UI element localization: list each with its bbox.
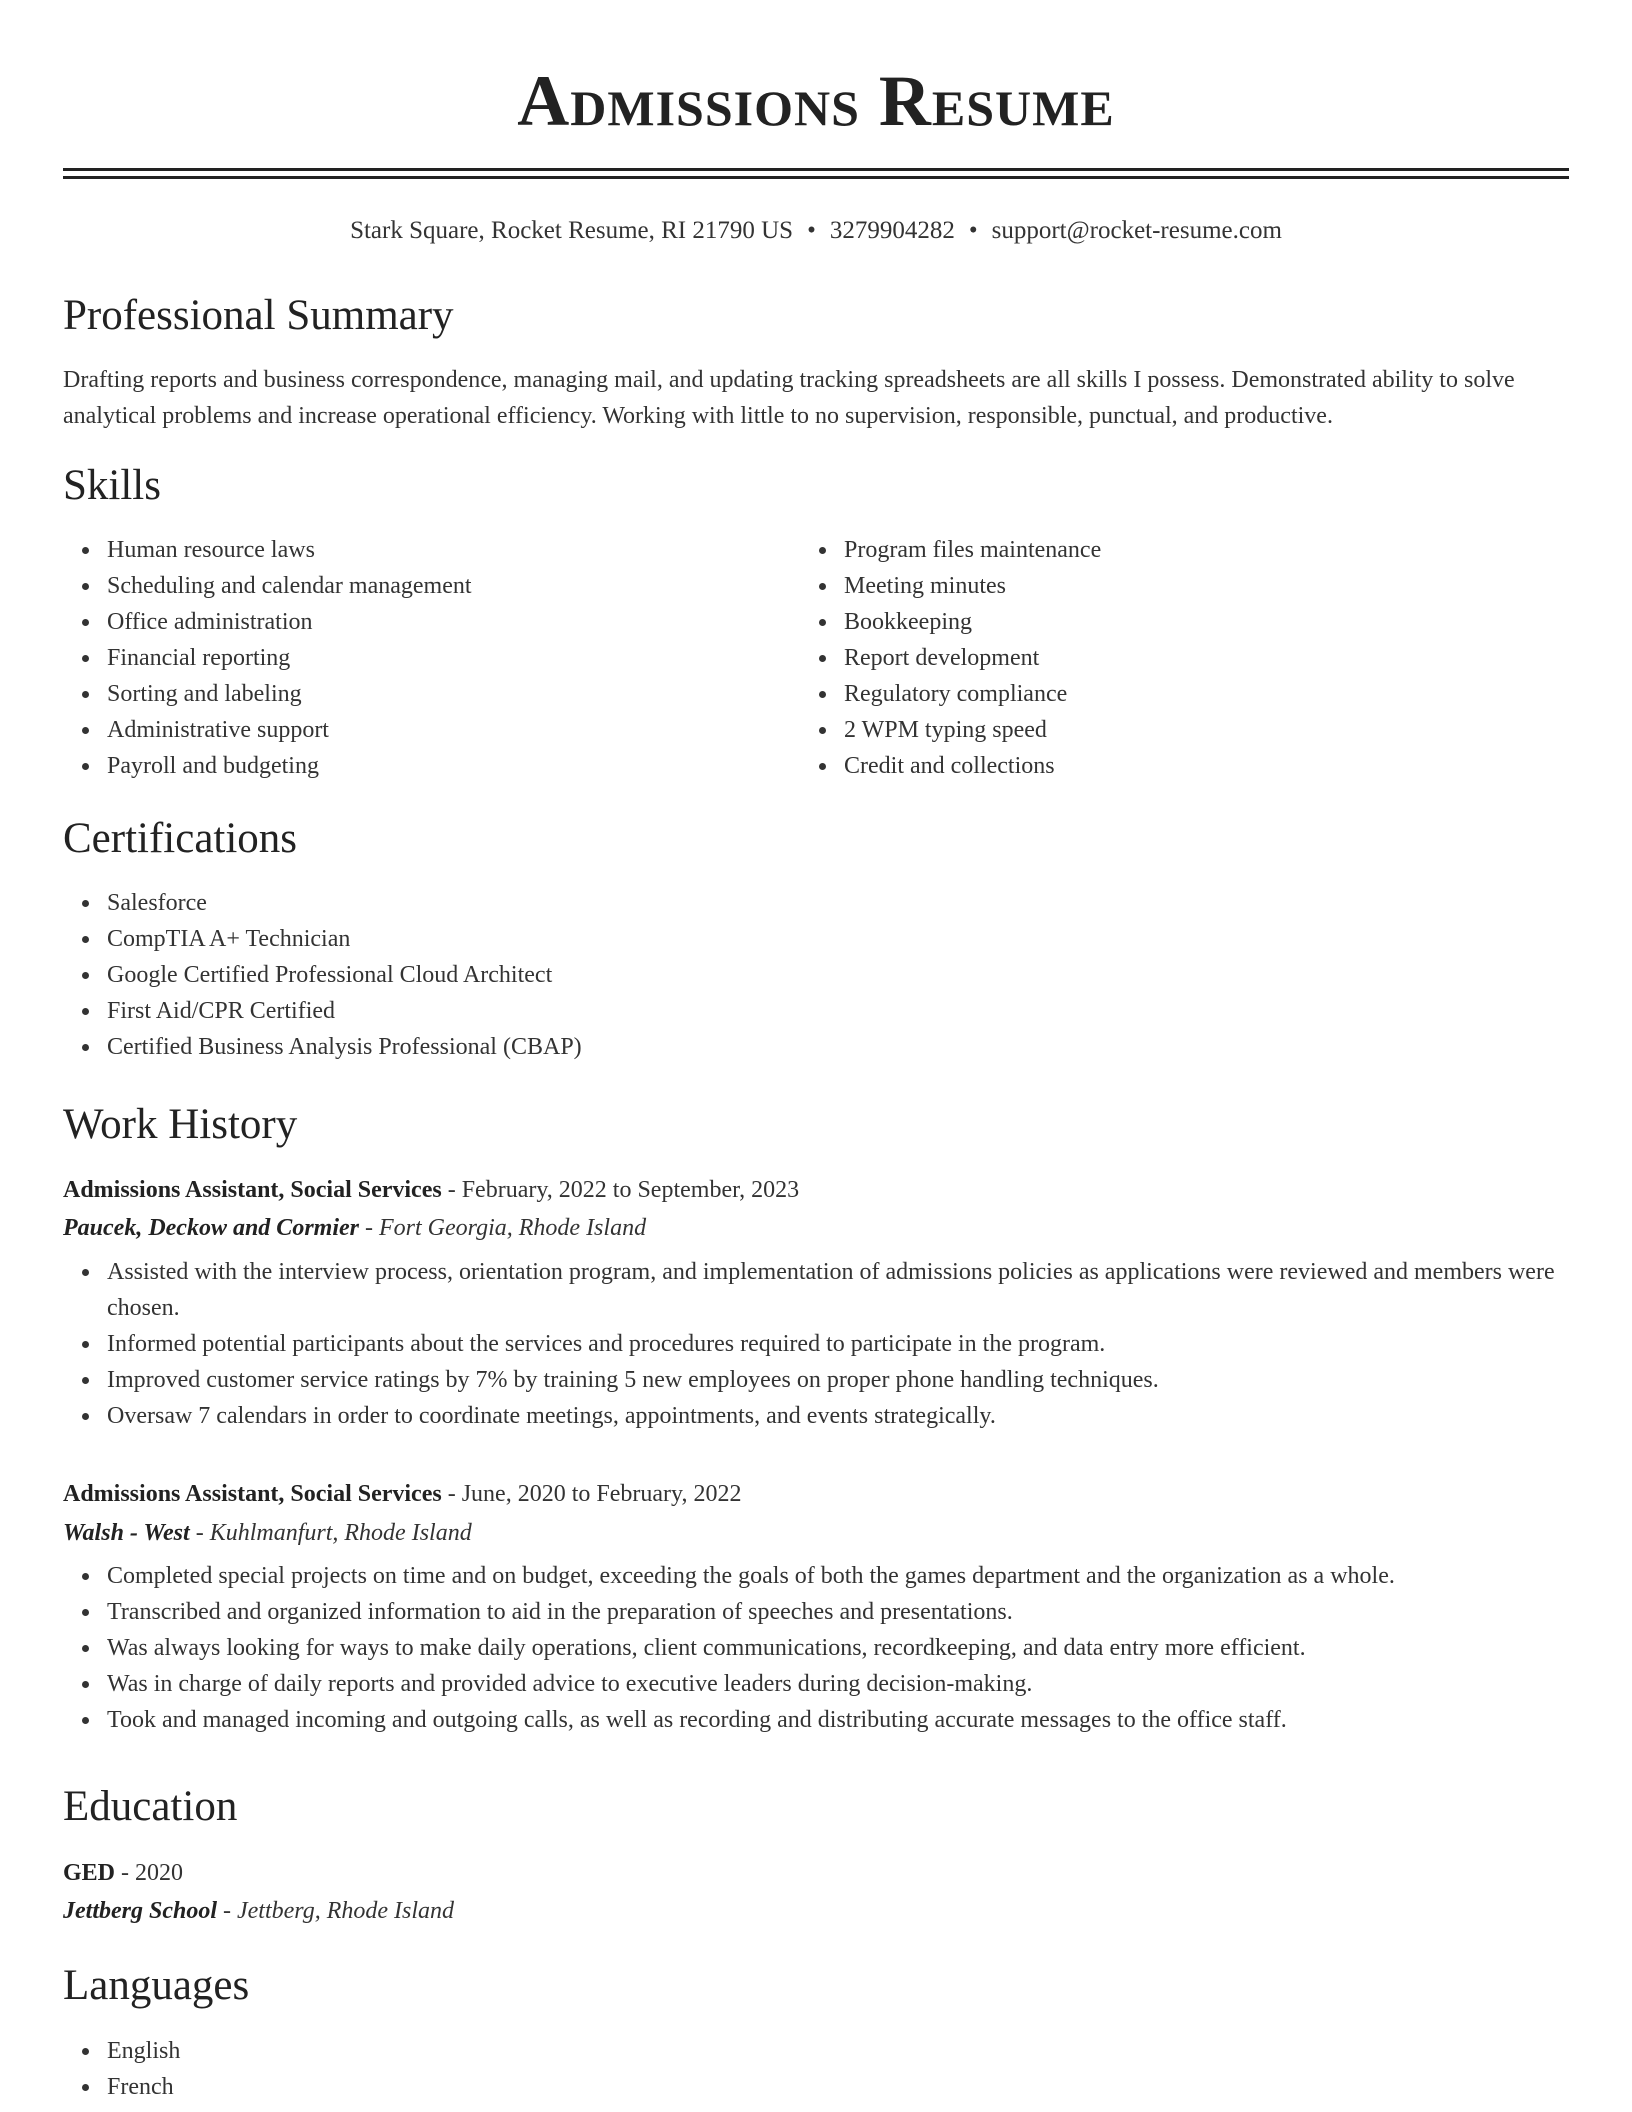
certifications-heading: Certifications bbox=[63, 815, 298, 862]
contact-email: support@rocket-resume.com bbox=[991, 217, 1282, 244]
job-company: Paucek, Deckow and Cormier bbox=[63, 1215, 359, 1241]
education-school: Jettberg School bbox=[63, 1898, 217, 1924]
job-bullet: Informed potential participants about the services and procedures required to participate in the program. bbox=[107, 1326, 1569, 1362]
skill-item: Administrative support bbox=[107, 712, 807, 748]
skill-item: Regulatory compliance bbox=[844, 676, 1544, 712]
job-location: Fort Georgia, Rhode Island bbox=[378, 1215, 647, 1241]
skill-item: Credit and collections bbox=[844, 748, 1544, 784]
skill-item: 2 WPM typing speed bbox=[844, 712, 1544, 748]
job-dates: June, 2020 to February, 2022 bbox=[461, 1481, 742, 1507]
resume-title: Admissions Resume bbox=[517, 61, 1115, 141]
certification-item: Salesforce bbox=[107, 885, 1567, 921]
job-title-line bbox=[63, 1476, 1569, 1512]
certification-item: CompTIA A+ Technician bbox=[107, 921, 1567, 957]
title-rule-top bbox=[63, 168, 1569, 171]
job-company-line bbox=[63, 1210, 1569, 1246]
languages-list bbox=[63, 2033, 707, 2105]
education-year: 2020 bbox=[135, 1860, 184, 1886]
skill-item: Meeting minutes bbox=[844, 568, 1544, 604]
skill-item: Office administration bbox=[107, 604, 807, 640]
contact-address: Stark Square, Rocket Resume, RI 21790 US bbox=[350, 217, 794, 244]
summary-heading: Professional Summary bbox=[63, 292, 454, 339]
job-bullets bbox=[63, 1558, 1569, 1738]
skills-list-right bbox=[800, 532, 1544, 784]
contact-phone: 3279904282 bbox=[829, 217, 955, 244]
education-location: Jettberg, Rhode Island bbox=[237, 1898, 455, 1924]
summary-text: Drafting reports and business correspondence, managing mail, and updating tracking spreadsheets are all skills I possess. Demonstrated ability to solve analytical problems and increase operational efficiency. Working with little to no supervision, responsible, punctual, and productive. bbox=[63, 367, 1515, 429]
job-bullets bbox=[63, 1254, 1569, 1434]
skill-item: Bookkeeping bbox=[844, 604, 1544, 640]
job-dates: February, 2022 to September, 2023 bbox=[461, 1177, 800, 1203]
education-school-line bbox=[63, 1893, 1569, 1929]
contact-separator: • bbox=[968, 217, 978, 244]
work-history-heading: Work History bbox=[63, 1101, 298, 1148]
job-bullet: Oversaw 7 calendars in order to coordinate meetings, appointments, and events strategically. bbox=[107, 1398, 1569, 1434]
dash: - bbox=[195, 1520, 204, 1546]
dash: - bbox=[121, 1860, 130, 1886]
certification-item: Google Certified Professional Cloud Architect bbox=[107, 957, 1567, 993]
language-item: English bbox=[107, 2033, 707, 2069]
education-degree: GED bbox=[63, 1860, 116, 1886]
job-bullet: Completed special projects on time and on budget, exceeding the goals of both the games department and the organization as a whole. bbox=[107, 1558, 1569, 1594]
skill-item: Human resource laws bbox=[107, 532, 807, 568]
job-title: Admissions Assistant, Social Services bbox=[63, 1481, 442, 1507]
job-bullet: Was always looking for ways to make daily operations, client communications, recordkeeping, and data entry more efficient. bbox=[107, 1630, 1569, 1666]
dash: - bbox=[447, 1481, 456, 1507]
education-degree-line bbox=[63, 1855, 1569, 1891]
skill-item: Scheduling and calendar management bbox=[107, 568, 807, 604]
skills-heading: Skills bbox=[63, 462, 161, 509]
skill-item: Payroll and budgeting bbox=[107, 748, 807, 784]
job-title: Admissions Assistant, Social Services bbox=[63, 1177, 442, 1203]
job-bullet: Transcribed and organized information to aid in the preparation of speeches and presentations. bbox=[107, 1594, 1569, 1630]
skills-list-left bbox=[63, 532, 807, 784]
skill-item: Financial reporting bbox=[107, 640, 807, 676]
skill-item: Report development bbox=[844, 640, 1544, 676]
title-rule-bottom bbox=[63, 176, 1569, 179]
job-bullet: Was in charge of daily reports and provided advice to executive leaders during decision-making. bbox=[107, 1666, 1569, 1702]
job-bullet: Improved customer service ratings by 7% by training 5 new employees on proper phone handling techniques. bbox=[107, 1362, 1569, 1398]
contact-line bbox=[63, 214, 1569, 248]
certification-item: Certified Business Analysis Professional (CBAP) bbox=[107, 1029, 1567, 1065]
language-item: French bbox=[107, 2069, 707, 2105]
job-title-line bbox=[63, 1172, 1569, 1208]
skill-item: Program files maintenance bbox=[844, 532, 1544, 568]
job-location: Kuhlmanfurt, Rhode Island bbox=[209, 1520, 472, 1546]
dash: - bbox=[364, 1215, 373, 1241]
job-company: Walsh - West bbox=[63, 1520, 190, 1546]
contact-separator: • bbox=[807, 217, 816, 244]
education-heading: Education bbox=[63, 1783, 238, 1830]
job-company-line bbox=[63, 1515, 1569, 1551]
dash: - bbox=[223, 1898, 231, 1924]
job-bullet: Took and managed incoming and outgoing calls, as well as recording and distributing accurate messages to the office staff. bbox=[107, 1702, 1569, 1738]
dash: - bbox=[447, 1177, 456, 1203]
certification-item: First Aid/CPR Certified bbox=[107, 993, 1567, 1029]
languages-heading: Languages bbox=[63, 1962, 250, 2009]
skill-item: Sorting and labeling bbox=[107, 676, 807, 712]
certifications-list bbox=[63, 885, 1567, 1065]
job-bullet: Assisted with the interview process, orientation program, and implementation of admissions policies as applications were reviewed and members were chosen. bbox=[107, 1254, 1569, 1326]
